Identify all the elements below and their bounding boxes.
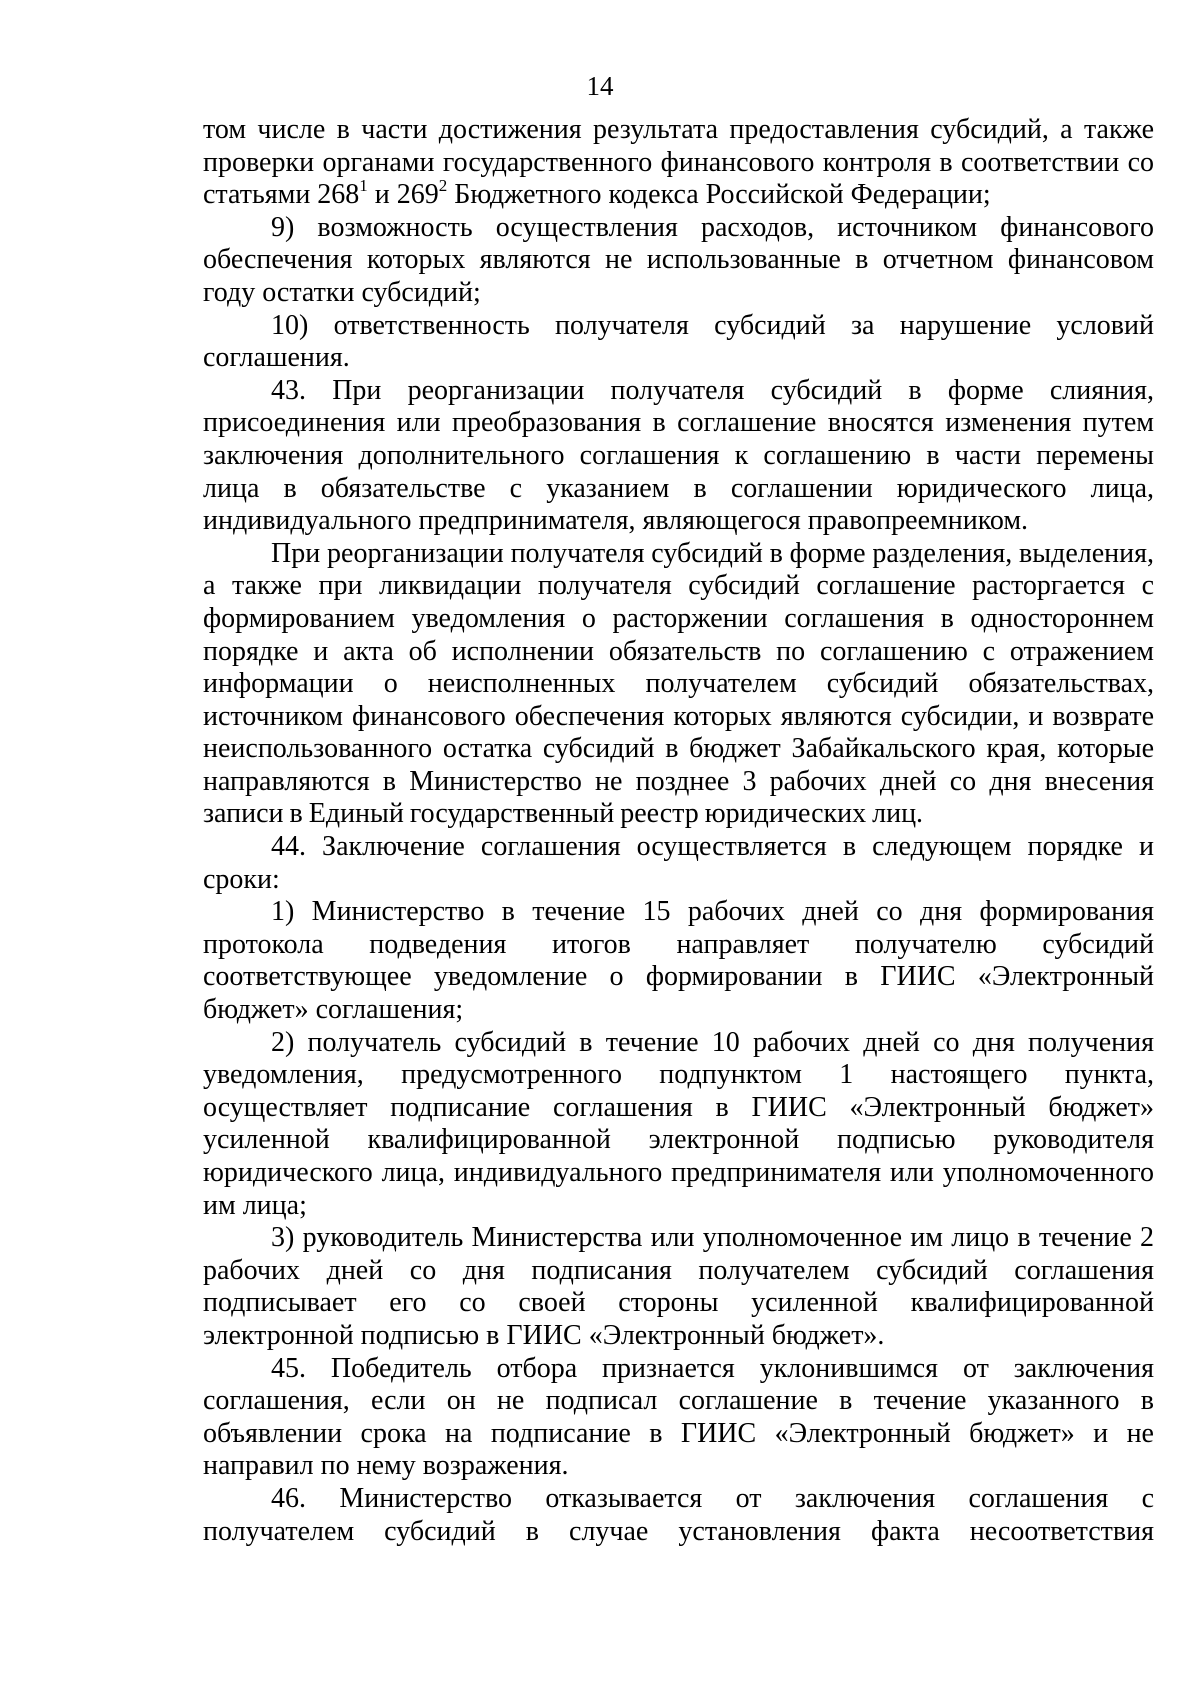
document-body — [203, 114, 1154, 1548]
paragraph-text: том числе в части достижения результата предоставления субсидий, а также проверки органами государственного финансового контроля в соответствии со статьями 268 — [203, 114, 1154, 211]
list-item-10: 10) ответственность получателя субсидий за нарушение условий соглашения. — [203, 309, 1154, 374]
list-item-9: 9) возможность осуществления расходов, источником финансового обеспечения которых являются не использованные в отчетном финансовом году остатки субсидий; — [203, 211, 1154, 308]
clause-45: 45. Победитель отбора признается уклонившимся от заключения соглашения, если он не подписал соглашение в течение указанного в объявлении срока на подписание в ГИИС «Электронный бюджет» и не направил по нему возражения. — [203, 1352, 1154, 1482]
superscript: 2 — [438, 176, 448, 196]
clause-46: 46. Министерство отказывается от заключения соглашения с получателем субсидий в случае установления факта несоответствия — [203, 1482, 1154, 1547]
clause-44-item-1: 1) Министерство в течение 15 рабочих дней со дня формирования протокола подведения итогов направляет получателю субсидий соответствующее уведомление о формировании в ГИИС «Электронный бюджет» соглашения; — [203, 896, 1154, 1026]
paragraph-text: и 269 — [367, 179, 439, 211]
page-number: 14 — [586, 71, 614, 101]
paragraph-continuation — [203, 114, 1154, 212]
clause-44-item-3: 3) руководитель Министерства или уполномоченное им лицо в течение 2 рабочих дней со дня подписания получателем субсидий соглашения подписывает его со своей стороны усиленной квалифицированной электронной подписью в ГИИС «Электронный бюджет». — [203, 1222, 1154, 1351]
clause-44: 44. Заключение соглашения осуществляется в следующем порядке и сроки: — [203, 831, 1154, 895]
paragraph-text: Бюджетного кодекса Российской Федерации; — [447, 179, 991, 211]
clause-43-continuation: При реорганизации получателя субсидий в форме разделения, выделения, а также при ликвидации получателя субсидий соглашение расторгается с формированием уведомления о расторжении соглашения в одностороннем порядке и акта об исполнении обязательств по соглашению с отражением информации о неисполненных получателем субсидий обязательствах, источником финансового обеспечения которых являются субсидии, и возврате неиспользованного остатка субсидий в бюджет Забайкальского края, которые направляются в Министерство не позднее 3 рабочих дней со дня внесения записи в Единый государственный реестр юридических лиц. — [203, 537, 1154, 830]
clause-44-item-2: 2) получатель субсидий в течение 10 рабочих дней со дня получения уведомления, предусмотренного подпунктом 1 настоящего пункта, осуществляет подписание соглашения в ГИИС «Электронный бюджет» усиленной квалифицированной электронной подписью руководителя юридического лица, индивидуального предпринимателя или уполномоченного им лица; — [203, 1026, 1154, 1221]
superscript: 1 — [359, 176, 368, 196]
clause-43: 43. При реорганизации получателя субсидий в форме слияния, присоединения или преобразования в соглашение вносятся изменения путем заключения дополнительного соглашения к соглашению в части перемены лица в обязательстве с указанием в соглашении юридического лица, индивидуального предпринимателя, являющегося правопреемником. — [203, 374, 1154, 537]
